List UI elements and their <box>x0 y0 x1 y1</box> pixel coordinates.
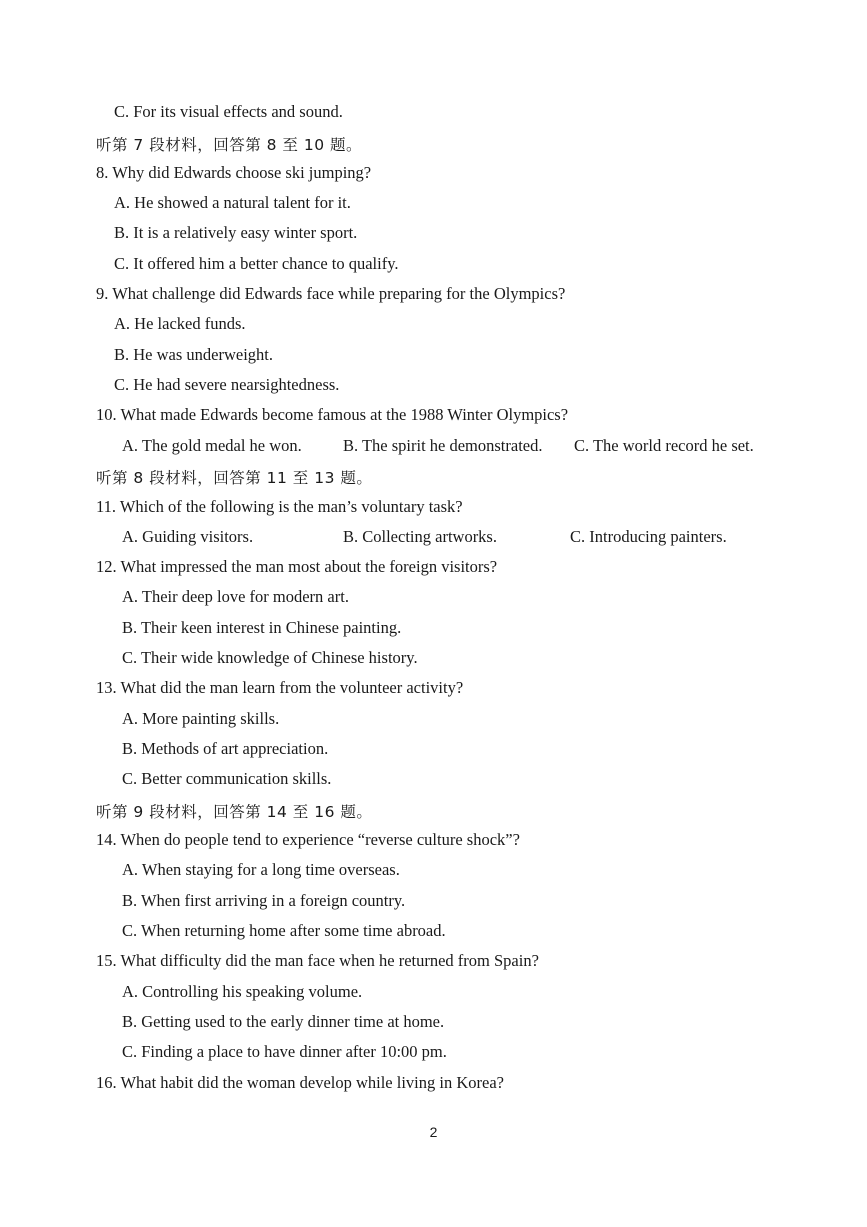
q9-option-c: C. He had severe nearsightedness. <box>114 375 340 394</box>
q14-option-c: C. When returning home after some time abroad. <box>122 921 446 940</box>
q13-option-a: A. More painting skills. <box>122 709 280 728</box>
q12-option-b: B. Their keen interest in Chinese painting. <box>122 618 402 637</box>
q12-option-c: C. Their wide knowledge of Chinese history. <box>122 648 418 667</box>
q9-option-a: A. He lacked funds. <box>114 314 246 333</box>
question-8: 8. Why did Edwards choose ski jumping? <box>96 163 372 182</box>
question-12: 12. What impressed the man most about the foreign visitors? <box>96 557 498 576</box>
q8-option-c: C. It offered him a better chance to qualify. <box>114 254 399 273</box>
section-heading-8: 听第 8 段材料，回答第 11 至 13 题。 <box>96 469 373 487</box>
question-10: 10. What made Edwards become famous at the 1988 Winter Olympics? <box>96 405 569 424</box>
q7-option-c: C. For its visual effects and sound. <box>114 102 343 121</box>
q10-option-a: A. The gold medal he won. <box>122 436 302 455</box>
q12-option-a: A. Their deep love for modern art. <box>122 587 349 606</box>
question-16: 16. What habit did the woman develop while living in Korea? <box>96 1073 504 1092</box>
q8-option-a: A. He showed a natural talent for it. <box>114 193 351 212</box>
q11-option-a: A. Guiding visitors. <box>122 527 254 546</box>
page-number: 2 <box>429 1124 438 1140</box>
q9-option-b: B. He was underweight. <box>114 345 274 364</box>
question-9: 9. What challenge did Edwards face while preparing for the Olympics? <box>96 284 566 303</box>
q8-option-b: B. It is a relatively easy winter sport. <box>114 223 358 242</box>
question-11: 11. Which of the following is the man’s voluntary task? <box>96 497 463 516</box>
q11-option-b: B. Collecting artworks. <box>343 527 497 546</box>
q10-option-b: B. The spirit he demonstrated. <box>343 436 543 455</box>
question-13: 13. What did the man learn from the volunteer activity? <box>96 678 464 697</box>
q10-option-c: C. The world record he set. <box>574 436 754 455</box>
question-15: 15. What difficulty did the man face when he returned from Spain? <box>96 951 539 970</box>
question-14: 14. When do people tend to experience “reverse culture shock”? <box>96 830 520 849</box>
section-heading-7: 听第 7 段材料，回答第 8 至 10 题。 <box>96 136 363 154</box>
q15-option-c: C. Finding a place to have dinner after 10:00 pm. <box>122 1042 447 1061</box>
q13-option-b: B. Methods of art appreciation. <box>122 739 329 758</box>
q11-option-c: C. Introducing painters. <box>570 527 727 546</box>
q13-option-c: C. Better communication skills. <box>122 769 332 788</box>
section-heading-9: 听第 9 段材料，回答第 14 至 16 题。 <box>96 803 373 821</box>
q14-option-b: B. When first arriving in a foreign country. <box>122 891 406 910</box>
q14-option-a: A. When staying for a long time overseas. <box>122 860 400 879</box>
q15-option-b: B. Getting used to the early dinner time at home. <box>122 1012 445 1031</box>
q15-option-a: A. Controlling his speaking volume. <box>122 982 363 1001</box>
